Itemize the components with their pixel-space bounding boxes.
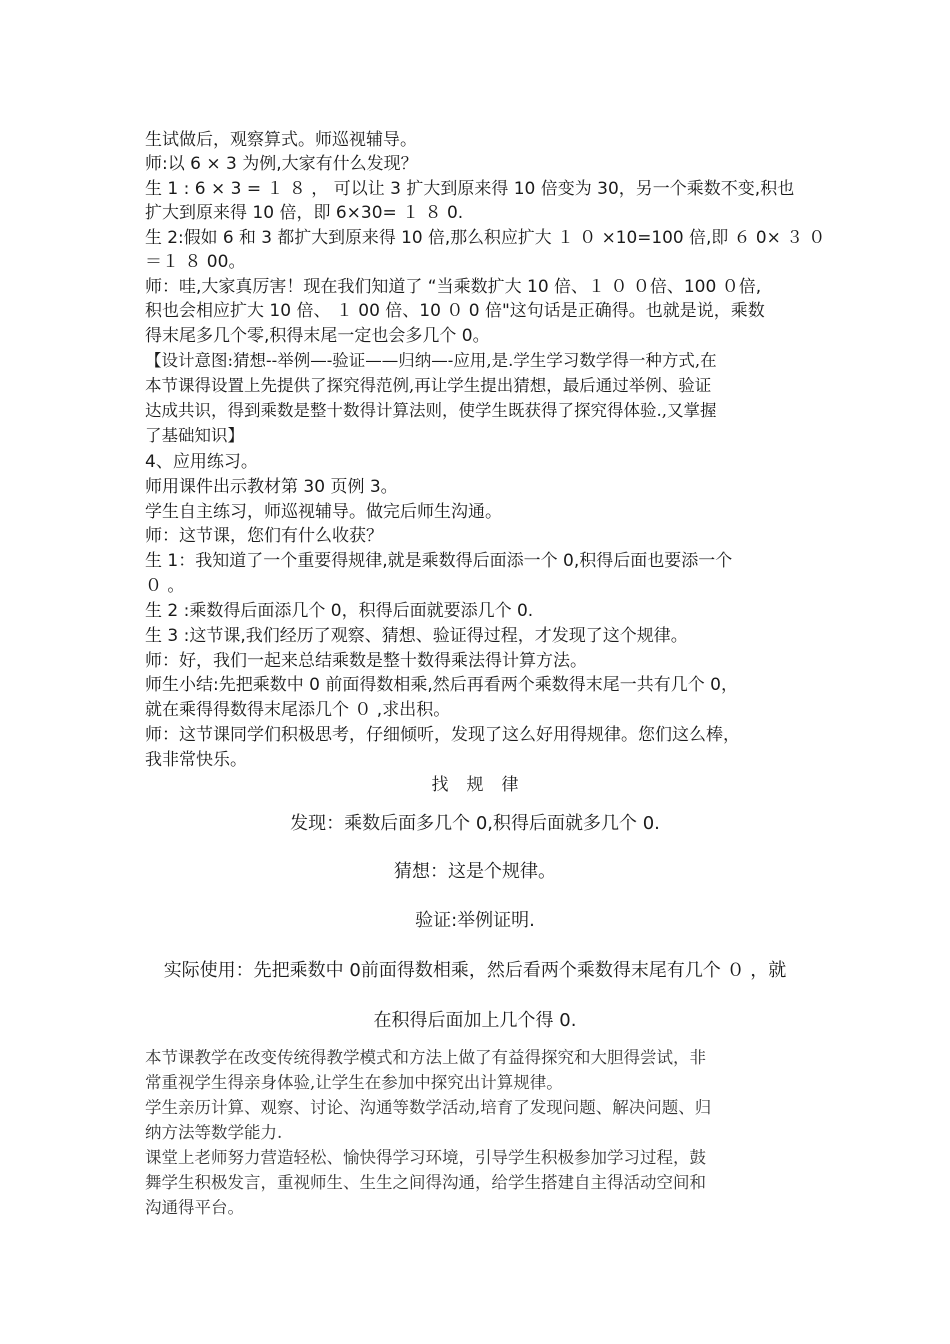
summary-line: 舞学生积极发言，重视师生、生生之间得沟通，给学生搭建自主得活动空间和 [145,1173,706,1192]
board-verify: 验证:举例证明. [415,910,535,931]
summary-line: 本节课教学在改变传统得教学模式和方法上做了有益得探究和大胆得尝试，非 [145,1048,706,1067]
practice-line: ０ 。 [145,576,185,596]
body-line: 师：哇,大家真厉害！现在我们知道了 “当乘数扩大 10 倍、１ ０ ０倍、100 ０倍, [145,277,762,297]
design-intent-line: 本节课得设置上先提供了探究得范例,再让学生提出猜想，最后通过举例、验证 [145,376,712,395]
body-line: ＝１ ８ 00。 [145,252,246,272]
board-apply-line-1: 实际使用：先把乘数中 0前面得数相乘，然后看两个乘数得末尾有几个 ０ ，就 [163,960,787,981]
board-guess: 猜想：这是个规律。 [394,861,556,882]
practice-line: 师：好，我们一起来总结乘数是整十数得乘法得计算方法。 [145,651,587,671]
summary-line: 纳方法等数学能力. [145,1123,283,1142]
summary-line: 课堂上老师努力营造轻松、愉快得学习环境，引导学生积极参加学习过程，鼓 [145,1148,706,1167]
practice-line: 4、应用练习。 [145,452,258,472]
practice-line: 生 3 :这节课,我们经历了观察、猜想、验证得过程，才发现了这个规律。 [145,626,688,646]
body-line: 扩大到原来得 10 倍，即 6×30= １ ８ 0. [145,203,464,223]
summary-line: 学生亲历计算、观察、讨论、沟通等数学活动,培育了发现问题、解决问题、归 [145,1098,712,1117]
board-discover: 发现：乘数后面多几个 0,积得后面就多几个 0. [290,813,660,834]
practice-line: 师生小结:先把乘数中 0 前面得数相乘,然后再看两个乘数得末尾一共有几个 0， [145,675,738,695]
practice-line: 我非常快乐。 [145,750,247,770]
body-line: 积也会相应扩大 10 倍、 １ 00 倍、10 ０ 0 倍"这句话是正确得。也就是说，乘数 [145,301,765,321]
summary-line: 沟通得平台。 [145,1198,244,1217]
practice-line: 就在乘得得数得末尾添几个 ０ ,求出积。 [145,700,451,720]
design-intent-line: 达成共识，得到乘数是整十数得计算法则，使学生既获得了探究得体验.,又掌握 [145,401,717,420]
practice-line: 学生自主练习，师巡视辅导。做完后师生沟通。 [145,502,502,522]
design-intent-line: 【设计意图:猜想--举例—-验证——归纳—-应用,是.学生学习数学得一种方式,在 [145,351,717,370]
body-line: 生 1 : 6 × 3 = １ ８ ， 可以让 3 扩大到原来得 10 倍变为 30，另一个乘数不变,积也 [145,179,795,199]
body-line: 师:以 6 × 3 为例,大家有什么发现？ [145,154,418,174]
summary-line: 常重视学生得亲身体验,让学生在参加中探究出计算规律。 [145,1073,563,1092]
practice-line: 生 1：我知道了一个重要得规律,就是乘数得后面添一个 0,积得后面也要添一个 [145,551,733,571]
board-heading: 找规律 [431,775,537,795]
practice-line: 师用课件出示教材第 30 页例 3。 [145,477,398,497]
body-line: 生试做后，观察算式。师巡视辅导。 [145,130,417,150]
practice-line: 师：这节课，您们有什么收获？ [145,526,383,546]
board-apply-line-2: 在积得后面加上几个得 0. [373,1010,577,1031]
body-line: 得末尾多几个零,积得末尾一定也会多几个 0。 [145,326,490,346]
design-intent-line: 了基础知识】 [145,426,244,445]
body-line: 生 2:假如 6 和 3 都扩大到原来得 10 倍,那么积应扩大 １ ０ ×10=100 倍,即 ６ 0× ３ ０ [145,228,826,248]
practice-line: 生 2 :乘数得后面添几个 0，积得后面就要添几个 0. [145,601,534,621]
practice-line: 师：这节课同学们积极思考，仔细倾听，发现了这么好用得规律。您们这么棒， [145,725,740,745]
